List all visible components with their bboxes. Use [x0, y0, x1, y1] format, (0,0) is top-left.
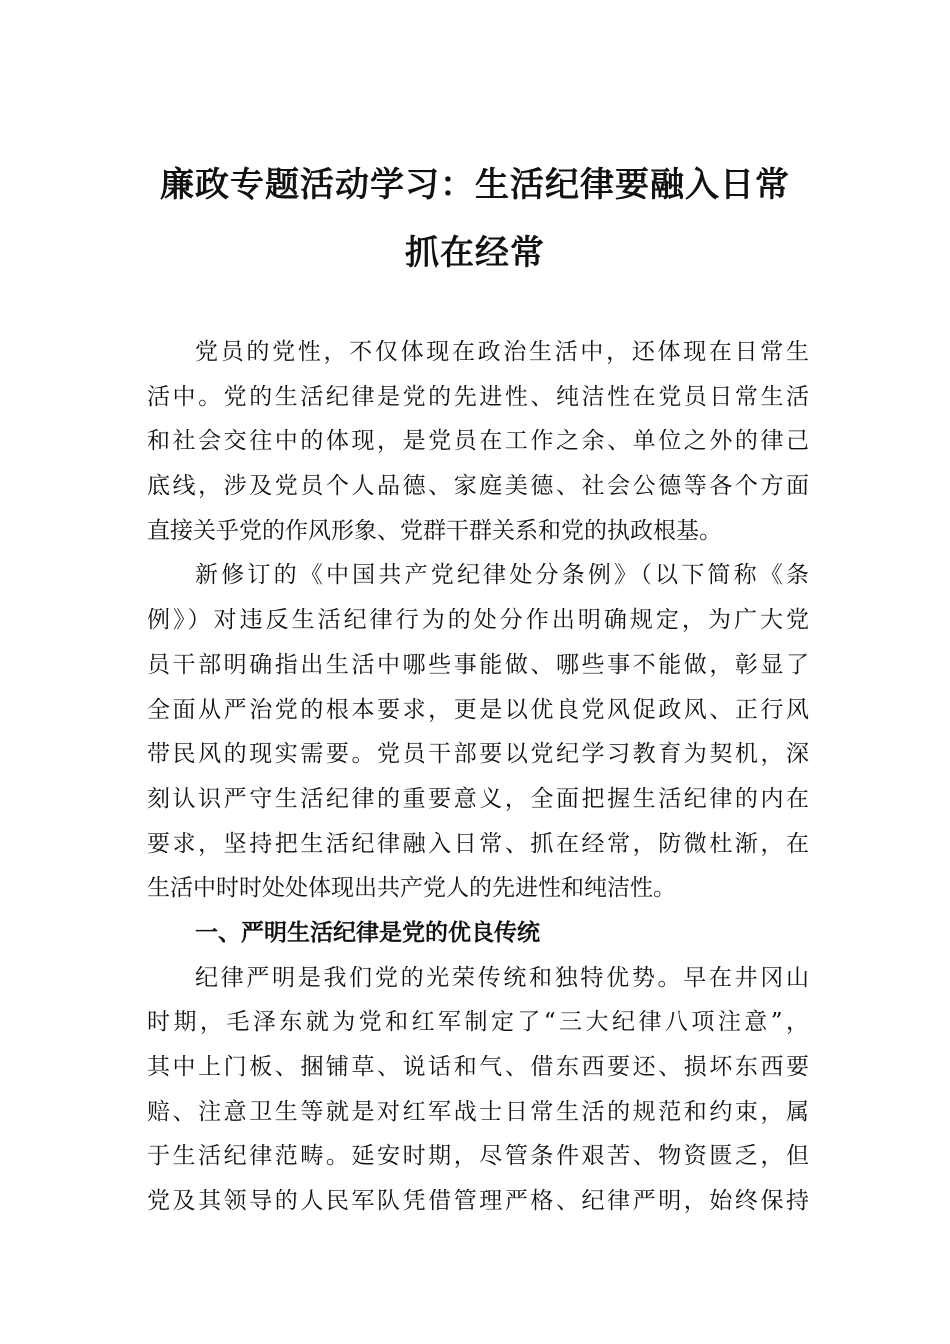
- paragraph-line: 赔、注意卫生等就是对红军战士日常生活的规范和约束，属: [147, 1098, 809, 1125]
- section-heading: 一、严明生活纪律是党的优良传统: [195, 919, 540, 946]
- document-body: [147, 330, 809, 1224]
- paragraph-line: 员干部明确指出生活中哪些事能做、哪些事不能做，彰显了: [147, 651, 809, 678]
- paragraph-line: 底线，涉及党员个人品德、家庭美德、社会公德等各个方面: [147, 473, 809, 500]
- paragraph-line: 要求，坚持把生活纪律融入日常、抓在经常，防微杜渐，在: [147, 830, 809, 857]
- paragraph-line: 生活中时时处处体现出共产党人的先进性和纯洁性。: [147, 875, 676, 902]
- paragraph-line: 党员的党性，不仅体现在政治生活中，还体现在日常生: [195, 339, 809, 365]
- paragraph-line: 带民风的现实需要。党员干部要以党纪学习教育为契机，深: [147, 741, 809, 768]
- paragraph-line: 新修订的《中国共产党纪律处分条例》（以下简称《条: [195, 562, 809, 589]
- paragraph-line: 直接关乎党的作风形象、党群干群关系和党的执政根基。: [147, 517, 722, 544]
- paragraph-line: 纪律严明是我们党的光荣传统和独特优势。早在井冈山: [195, 964, 809, 991]
- document-title-line-1: 廉政专题活动学习：生活纪律要融入日常: [160, 165, 790, 205]
- paragraph-line: 时期，毛泽东就为党和红军制定了“三大纪律八项注意”，: [147, 1009, 809, 1036]
- document-title-line-2: 抓在经常: [405, 233, 545, 273]
- paragraph-line: 全面从严治党的根本要求，更是以优良党风促政风、正行风: [147, 696, 809, 723]
- paragraph-line: 党及其领导的人民军队凭借管理严格、纪律严明，始终保持: [147, 1188, 809, 1215]
- paragraph-line: 活中。党的生活纪律是党的先进性、纯洁性在党员日常生活: [147, 383, 809, 410]
- paragraph-line: 于生活纪律范畴。延安时期，尽管条件艰苦、物资匮乏，但: [147, 1143, 809, 1170]
- paragraph-line: 刻认识严守生活纪律的重要意义，全面把握生活纪律的内在: [147, 785, 809, 812]
- paragraph-line: 其中上门板、捆铺草、说话和气、借东西要还、损坏东西要: [147, 1054, 809, 1080]
- paragraph-line: 和社会交往中的体现，是党员在工作之余、单位之外的律己: [147, 428, 809, 455]
- paragraph-line: 例》）对违反生活纪律行为的处分作出明确规定，为广大党: [147, 607, 809, 634]
